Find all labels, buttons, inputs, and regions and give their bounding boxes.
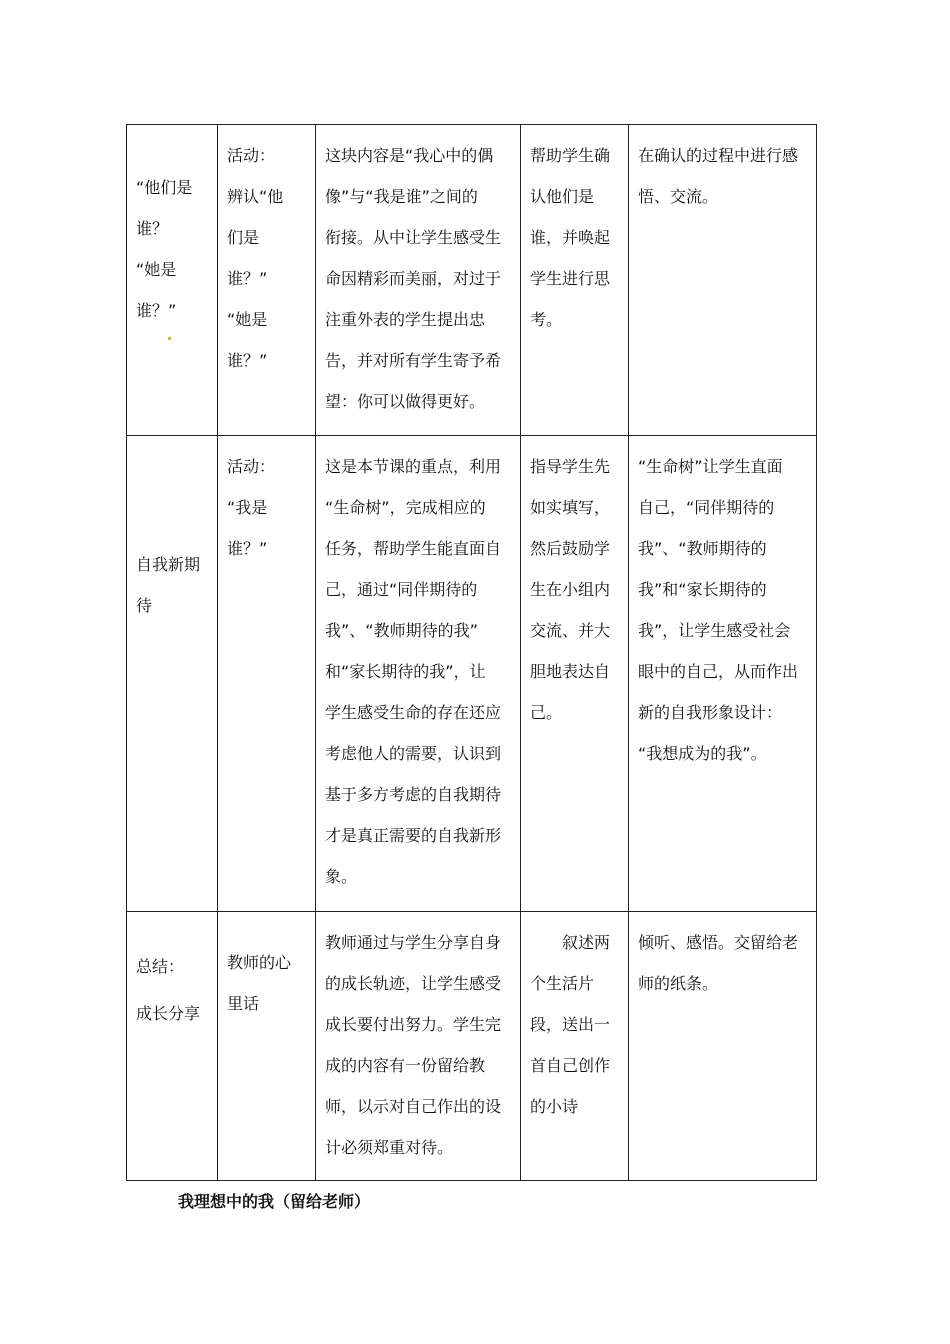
student-text: 自己，“同伴期待的: [638, 498, 775, 517]
content-text: 考虑他人的需要，认识到: [325, 744, 502, 763]
content-text: 注重外表的学生提出忠: [325, 310, 486, 329]
student-cell: [629, 912, 817, 1181]
activity-text: 谁？”: [227, 539, 268, 558]
stage-text: 成长分享: [136, 1004, 201, 1023]
teacher-text: 交流、并大: [530, 621, 611, 640]
content-text: 才是真正需要的自我新形: [325, 826, 502, 845]
content-text: 我”、“教师期待的我”: [325, 621, 478, 640]
stage-text: “她是: [136, 260, 177, 279]
student-text: 我”和“家长期待的: [638, 580, 767, 599]
content-text: 计必须郑重对待。: [325, 1138, 454, 1157]
content-text: 己，通过“同伴期待的: [325, 580, 478, 599]
student-text: 眼中的自己，从而作出: [638, 662, 799, 681]
activity-text: 谁？”: [227, 269, 268, 288]
activity-cell: [218, 436, 316, 912]
activity-text: 里话: [227, 994, 260, 1013]
content-cell: [316, 912, 521, 1181]
content-text: 这块内容是“我心中的偶: [325, 146, 494, 165]
teacher-cell: [521, 912, 629, 1181]
activity-text: 辨认“他: [227, 187, 284, 206]
content-text: 这是本节课的重点，利用: [325, 457, 502, 476]
lesson-plan-table: [126, 124, 817, 1181]
teacher-text: 如实填写，: [530, 498, 611, 517]
content-text: “生命树”，完成相应的: [325, 498, 486, 517]
content-cell: [316, 436, 521, 912]
content-text: 命因精彩而美丽，对过于: [325, 269, 502, 288]
table-row: [127, 436, 817, 912]
stage-cell: [127, 125, 218, 436]
stage-cell: [127, 436, 218, 912]
teacher-text: 谁，并唤起: [530, 228, 611, 247]
activity-text: 教师的心: [227, 953, 292, 972]
activity-cell: [218, 125, 316, 436]
teacher-text: 叙述两: [562, 933, 611, 952]
teacher-text: 帮助学生确: [530, 146, 611, 165]
content-text: 的成长轨迹，让学生感受: [325, 974, 502, 993]
student-cell: [629, 125, 817, 436]
stage-text: 谁？”: [136, 301, 177, 320]
teacher-text: 个生活片: [530, 974, 595, 993]
stage-text: 待: [136, 596, 153, 615]
content-text: 教师通过与学生分享自身: [325, 933, 502, 952]
teacher-cell: [521, 125, 629, 436]
teacher-text: 己。: [530, 703, 563, 722]
content-text: 衔接。从中让学生感受生: [325, 228, 502, 247]
teacher-text: 然后鼓励学: [530, 539, 611, 558]
student-text: 我”、“教师期待的: [638, 539, 767, 558]
table-row: [127, 125, 817, 436]
activity-text: “她是: [227, 310, 268, 329]
student-text: 新的自我形象设计：: [638, 703, 783, 722]
content-text: 望：你可以做得更好。: [325, 392, 486, 411]
decorative-speck: [136, 331, 208, 345]
activity-text: “我是: [227, 498, 268, 517]
student-text: 师的纸条。: [638, 974, 719, 993]
student-text: 倾听、感悟。交留给老: [638, 933, 799, 952]
student-text: 悟、交流。: [638, 187, 719, 206]
content-cell: [316, 125, 521, 436]
stage-text: 谁？: [136, 219, 169, 238]
teacher-cell: [521, 436, 629, 912]
stage-text: “他们是: [136, 178, 193, 197]
activity-cell: [218, 912, 316, 1181]
content-text: 学生感受生命的存在还应: [325, 703, 502, 722]
teacher-text: 段，送出一: [530, 1015, 611, 1034]
content-text: 象。: [325, 867, 358, 886]
activity-text: 谁？”: [227, 351, 268, 370]
section-caption: 我理想中的我（留给老师）: [178, 1192, 371, 1211]
content-text: 任务，帮助学生能直面自: [325, 539, 502, 558]
student-cell: [629, 436, 817, 912]
content-text: 告，并对所有学生寄予希: [325, 351, 502, 370]
stage-text: 总结：: [136, 957, 185, 976]
content-text: 和“家长期待的我”，让: [325, 662, 486, 681]
teacher-text: 首自己创作: [530, 1056, 611, 1075]
content-text: 成的内容有一份留给教: [325, 1056, 486, 1075]
teacher-text: 学生进行思: [530, 269, 611, 288]
content-text: 基于多方考虑的自我期待: [325, 785, 502, 804]
stage-text: 自我新期: [136, 555, 201, 574]
stage-cell: [127, 912, 218, 1181]
activity-text: 们是: [227, 228, 260, 247]
student-text: “生命树”让学生直面: [638, 457, 783, 476]
teacher-text: 生在小组内: [530, 580, 611, 599]
content-text: 师，以示对自己作出的设: [325, 1097, 502, 1116]
content-text: 像”与“我是谁”之间的: [325, 187, 478, 206]
student-text: 在确认的过程中进行感: [638, 146, 799, 165]
activity-text: 活动：: [227, 457, 276, 476]
teacher-text: 考。: [530, 310, 563, 329]
teacher-text: 认他们是: [530, 187, 595, 206]
table-row: [127, 912, 817, 1181]
student-text: “我想成为的我”。: [638, 744, 767, 763]
teacher-text: 的小诗: [530, 1097, 579, 1116]
teacher-text: 胆地表达自: [530, 662, 611, 681]
content-text: 成长要付出努力。学生完: [325, 1015, 502, 1034]
student-text: 我”，让学生感受社会: [638, 621, 791, 640]
activity-text: 活动：: [227, 146, 276, 165]
teacher-text: 指导学生先: [530, 457, 611, 476]
